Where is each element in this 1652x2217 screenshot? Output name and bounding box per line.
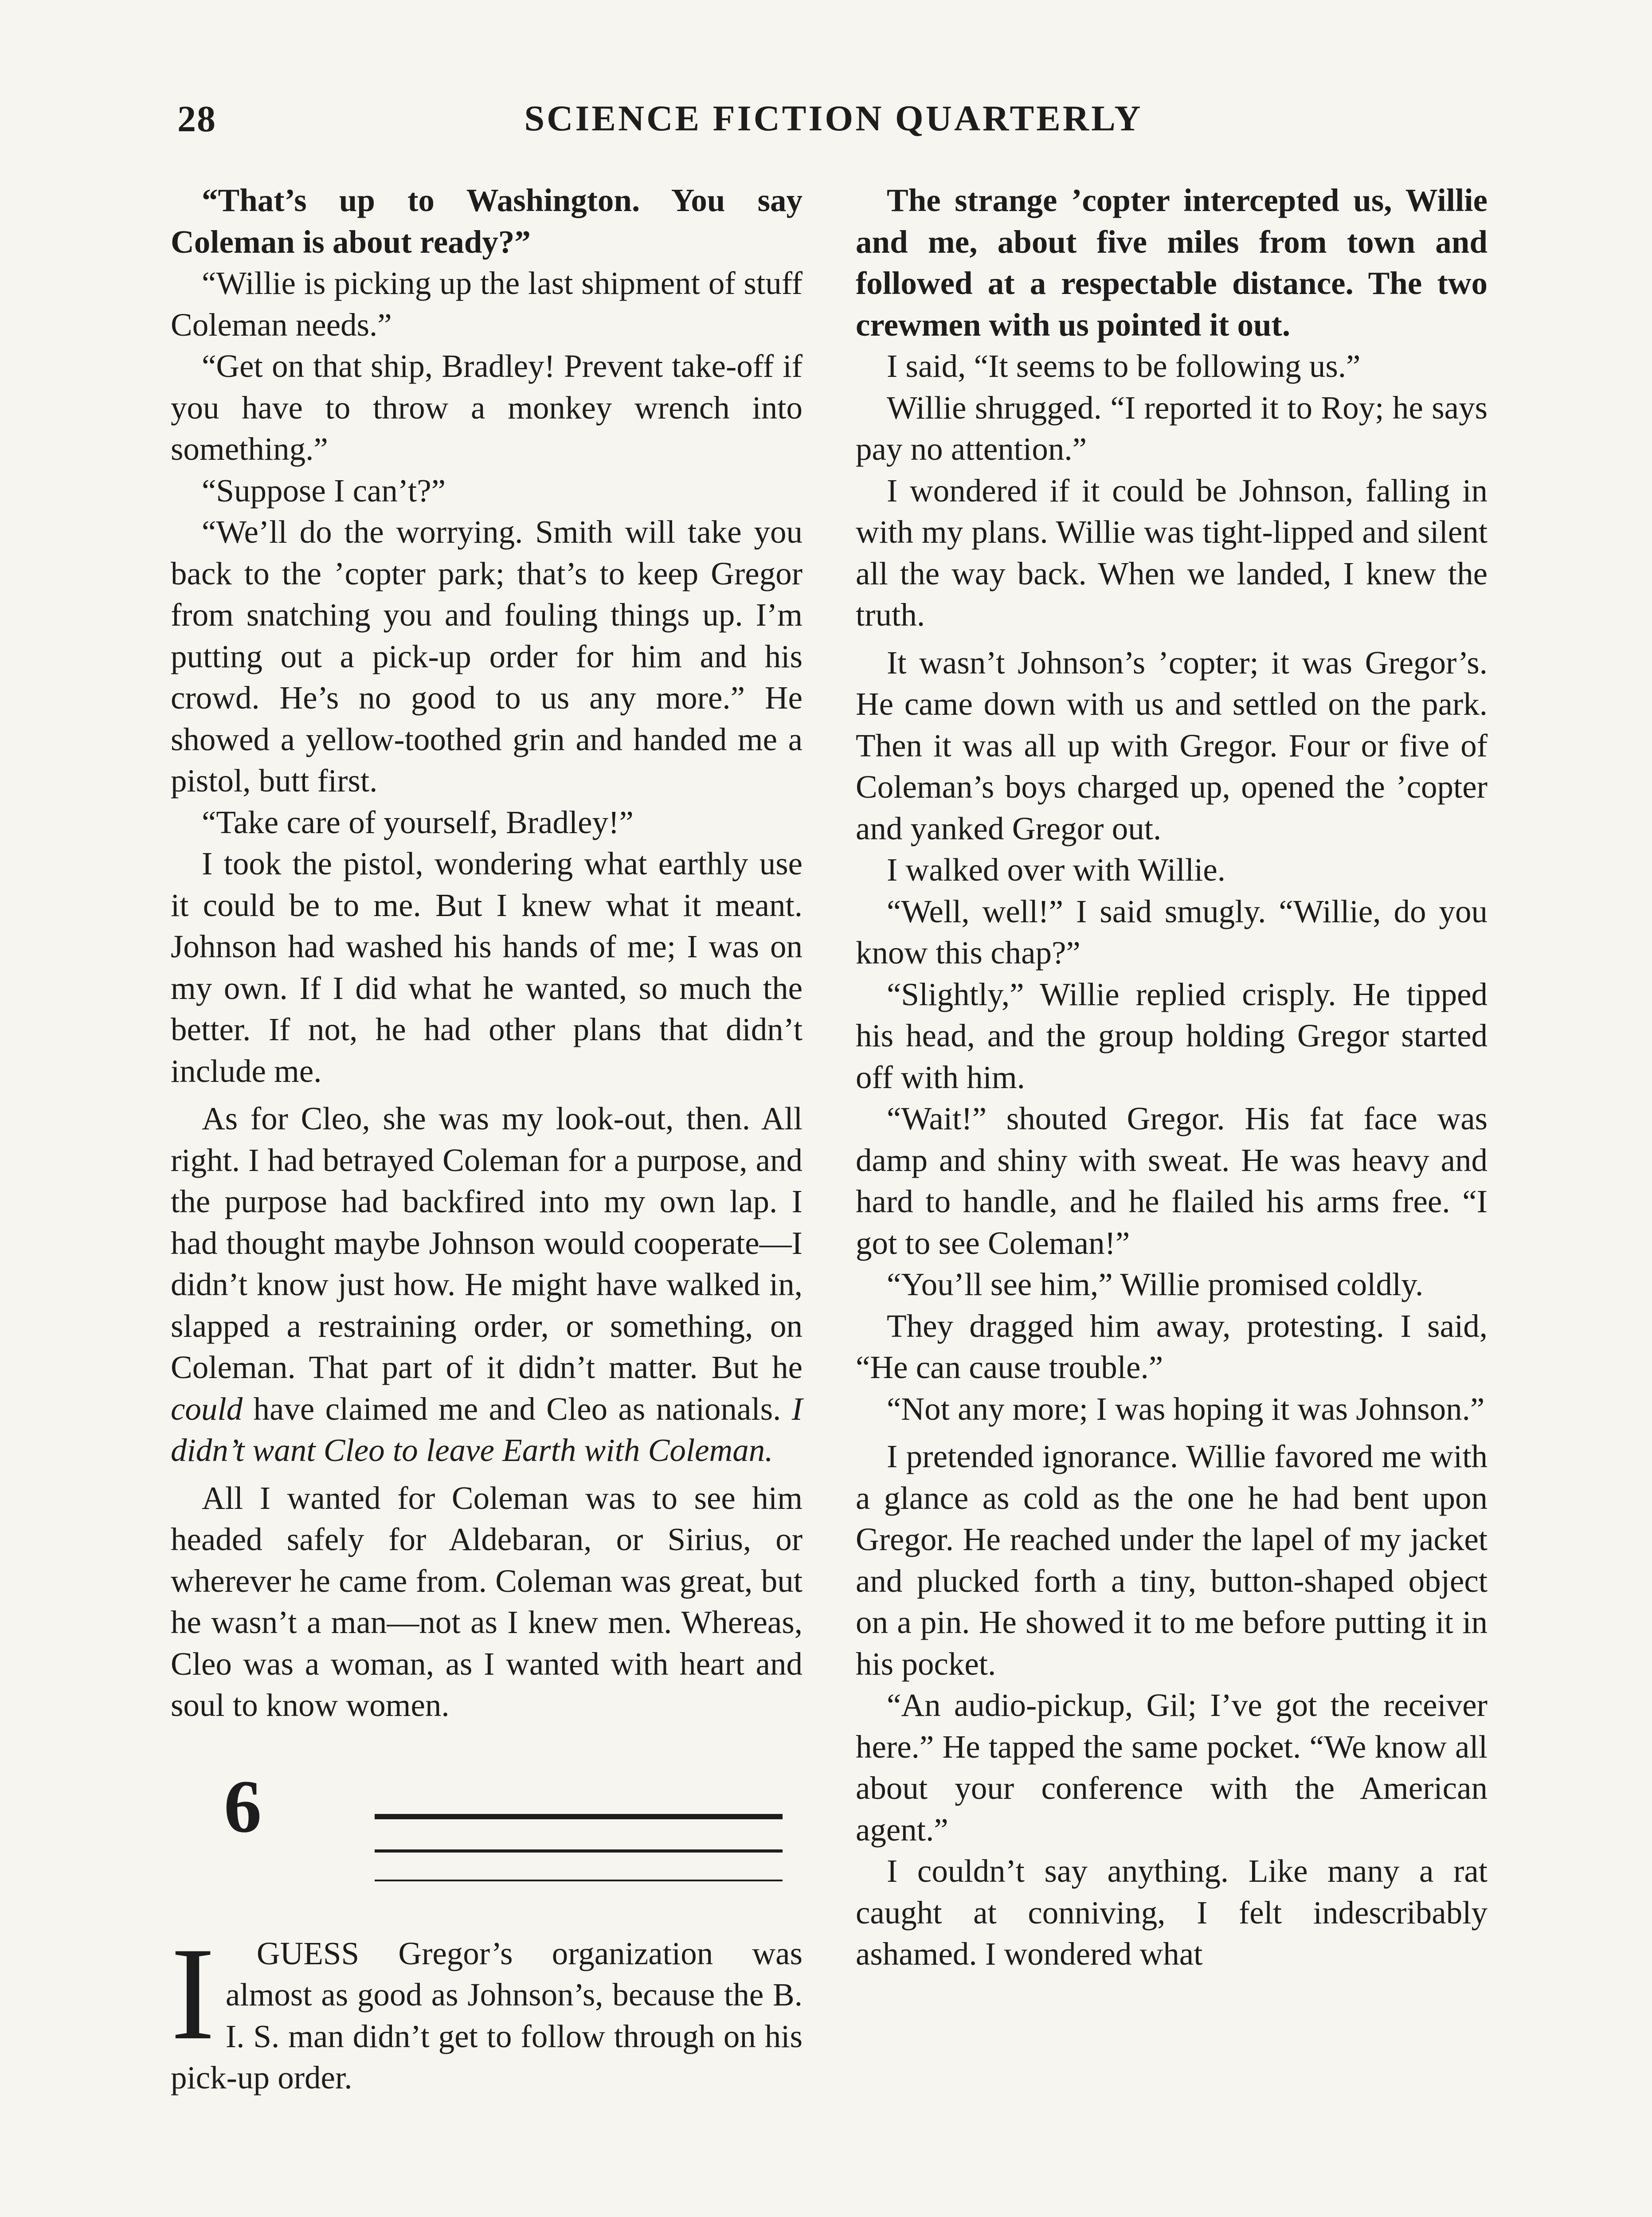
chapter-opening [171, 1919, 803, 2099]
emphasis: I didn’t want Cleo to leave Earth with Coleman. [171, 1391, 803, 1468]
opening-paragraph: GUESS Gregor’s organization was almost as good as Johnson’s, because the B. I. S. man didn’t get to follow through on his pick-up order. [171, 1935, 803, 2096]
paragraph: “Not any more; I was hoping it was Johnson.” [887, 1391, 1485, 1427]
paragraph: I walked over with Willie. [887, 852, 1226, 888]
paragraph: “Slightly,” Willie replied crisply. He tipped his head, and the group holding Gregor started off with him. [856, 976, 1488, 1095]
left-column [171, 180, 803, 2099]
chapter-rule [375, 1849, 783, 1853]
text-run: As for Cleo, she was my look-out, then. All right. I had betrayed Coleman for a purpose, and the purpose had backfired into my own lap. I had thought maybe Johnson would cooperate—I didn’t know just how. He might have walked in, slapped a restraining order, or something, on Coleman. That part of it didn’t matter. But he [171, 1101, 803, 1385]
paragraph: It wasn’t Johnson’s ’copter; it was Gregor’s. He came down with us and settled on the park. Then it was all up with Gregor. Four or five of Coleman’s boys charged up, opened the ’copter and yanked Gregor out. [856, 644, 1488, 846]
paragraph: Willie shrugged. “I reported it to Roy; he says pay no attention.” [856, 389, 1488, 467]
paragraph: “We’ll do the worrying. Smith will take you back to the ’copter park; that’s to keep Gregor from snatching you and fouling things up. I’m putting out a pick-up order for him and his crowd. He’s no good to us any more.” He showed a yellow-toothed grin and handed me a pistol, butt first. [171, 514, 803, 799]
paragraph: I wondered if it could be Johnson, falling in with my plans. Willie was tight-lipped and silent all the way back. When we landed, I knew the truth. [856, 472, 1488, 633]
paragraph: “Willie is picking up the last shipment of stuff Coleman needs.” [171, 265, 803, 343]
paragraph: “Get on that ship, Bradley! Prevent take-off if you have to throw a monkey wrench into something.” [171, 348, 803, 467]
right-column [856, 180, 1488, 1975]
paragraph: “Take care of yourself, Bradley!” [202, 804, 634, 840]
chapter-break [171, 1747, 803, 1933]
chapter-rule [375, 1880, 783, 1881]
paragraph: I couldn’t say anything. Like many a rat caught at conniving, I felt indescribably ashamed. I wondered what [856, 1853, 1488, 1972]
paragraph: “That’s up to Washington. You say Coleman is about ready?” [171, 182, 803, 260]
running-title: SCIENCE FICTION QUARTERLY [524, 98, 1143, 138]
paragraph [171, 1098, 803, 1471]
paragraph: “Suppose I can’t?” [202, 472, 446, 509]
paragraph: “Well, well!” I said smugly. “Willie, do you know this chap?” [856, 893, 1488, 971]
paragraph: “Wait!” shouted Gregor. His fat face was damp and shiny with sweat. He was heavy and hard to handle, and he flailed his arms free. “I got to see Coleman!” [856, 1101, 1488, 1261]
paragraph: They dragged him away, protesting. I said, “He can cause trouble.” [856, 1308, 1488, 1385]
text-run: have claimed me and Cleo as nationals. [243, 1391, 792, 1427]
page-number: 28 [177, 98, 216, 140]
chapter-number: 6 [224, 1764, 262, 1848]
emphasis: could [171, 1391, 243, 1427]
paragraph: “An audio-pickup, Gil; I’ve got the receiver here.” He tapped the same pocket. “We know all about your conference with the American agent.” [856, 1687, 1488, 1848]
paragraph: I took the pistol, wondering what earthly use it could be to me. But I knew what it meant. Johnson had washed his hands of me; I was on my own. If I did what he wanted, so much the better. If not, he had other plans that didn’t include me. [171, 846, 803, 1089]
page-header [164, 89, 1503, 155]
paragraph: All I wanted for Coleman was to see him headed safely for Aldebaran, or Sirius, or wherever he came from. Coleman was great, but he wasn’t a man—not as I knew men. Whereas, Cleo was a woman, as I wanted with heart and soul to know women. [171, 1480, 803, 1723]
paragraph: The strange ’copter intercepted us, Willie and me, about five miles from town and followed at a respectable distance. The two crewmen with us pointed it out. [856, 182, 1488, 343]
chapter-rule [375, 1814, 783, 1819]
paragraph: “You’ll see him,” Willie promised coldly. [887, 1266, 1424, 1302]
drop-cap: I [171, 1919, 215, 2067]
paragraph: I pretended ignorance. Willie favored me with a glance as cold as the one he had bent upon Gregor. He reached under the lapel of my jacket and plucked forth a tiny, button-shaped object on a pin. He showed it to me before putting it in his pocket. [856, 1438, 1488, 1682]
paragraph: I said, “It seems to be following us.” [887, 348, 1361, 384]
